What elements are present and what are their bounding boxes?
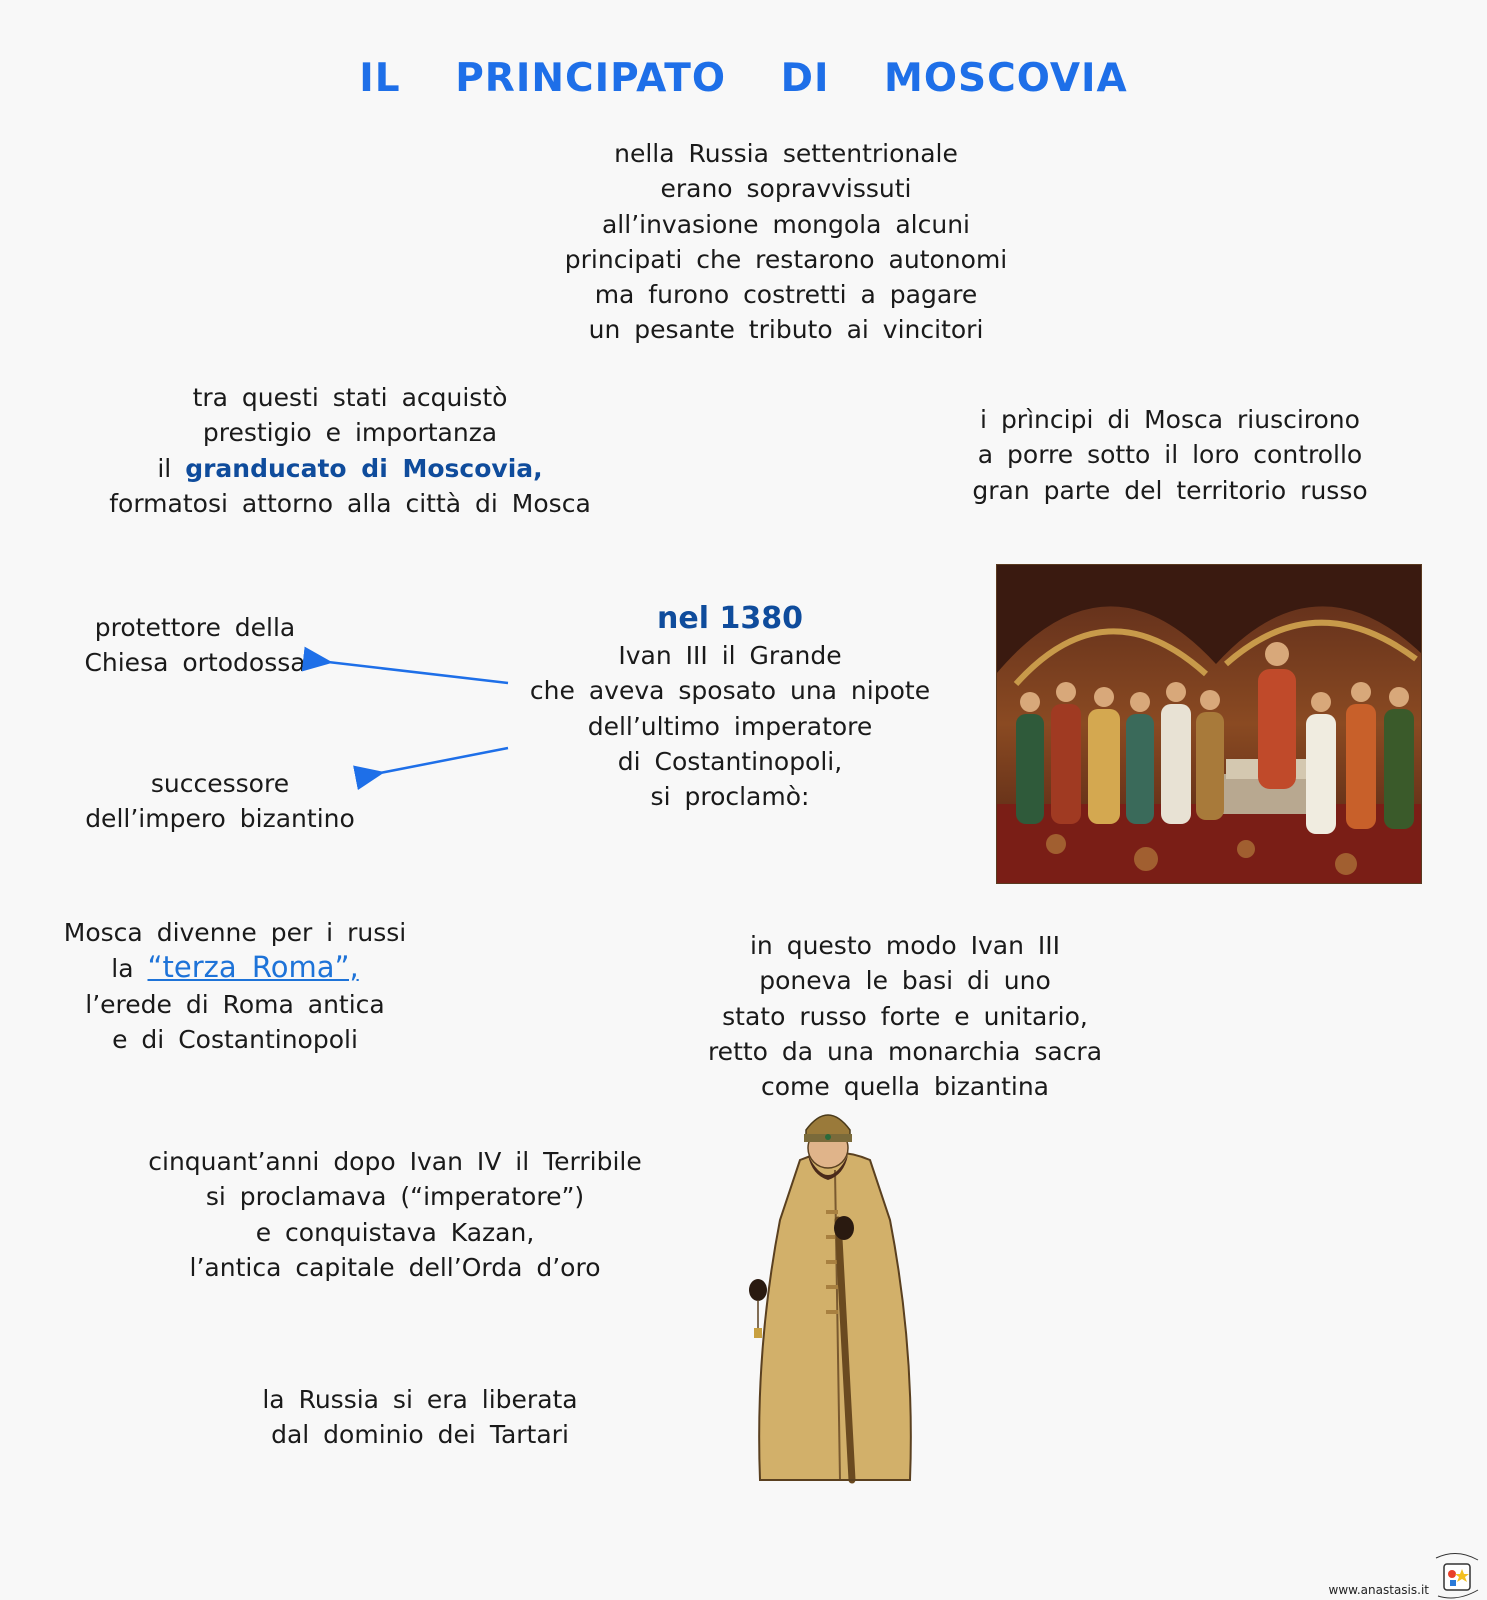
text-line: prestigio e importanza	[202, 418, 498, 448]
intro-paragraph	[520, 136, 1052, 348]
arrow-to-protettore	[328, 662, 508, 683]
footer-url[interactable]: www.anastasis.it	[1328, 1583, 1429, 1597]
stato-russo-paragraph	[680, 928, 1130, 1104]
text-fragment: la	[111, 954, 134, 984]
text-line: come quella bizantina	[761, 1072, 1049, 1102]
text-line: nella Russia settentrionale	[614, 139, 958, 168]
text-line: si proclamava (“imperatore”)	[205, 1182, 585, 1212]
text-line: l’antica capitale dell’Orda d’oro	[189, 1252, 601, 1282]
tsar-figure-illustration	[740, 1100, 940, 1495]
text-line: e di Costantinopoli	[112, 1024, 358, 1054]
year-heading: nel 1380	[657, 601, 803, 636]
text-line: Chiesa ortodossa	[84, 648, 306, 678]
terza-roma-link[interactable]: “terza Roma”,	[147, 950, 359, 985]
text-line: formatosi attorno alla città di Mosca	[109, 488, 591, 518]
ivan3-paragraph	[500, 600, 960, 814]
protettore-paragraph	[60, 610, 330, 681]
text-line: in questo modo Ivan III	[749, 931, 1061, 960]
text-fragment: il	[157, 453, 172, 483]
text-line: si proclamò:	[650, 782, 810, 812]
text-line: retto da una monarchia sacra	[707, 1036, 1103, 1066]
tsar-painting	[996, 564, 1422, 884]
text-line: che aveva sposato una nipote	[529, 676, 931, 706]
text-line: Mosca divenne per i russi	[63, 918, 407, 947]
text-line: Ivan III il Grande	[618, 641, 842, 670]
terza-roma-paragraph	[40, 915, 430, 1057]
text-line: stato russo forte e unitario,	[722, 1001, 1088, 1031]
principi-paragraph	[935, 402, 1405, 508]
text-line: protettore della	[94, 613, 296, 642]
text-line: i prìncipi di Mosca riuscirono	[980, 405, 1360, 434]
text-line: cinquant’anni dopo Ivan IV il Terribile	[148, 1147, 642, 1176]
supermappe-logo-icon	[1432, 1550, 1482, 1600]
text-line: gran parte del territorio russo	[972, 475, 1368, 505]
text-line: l’erede di Roma antica	[85, 989, 385, 1019]
text-line: ma furono costretti a pagare	[594, 280, 978, 310]
text-line: la Russia si era liberata	[262, 1385, 578, 1414]
connector-arrows	[300, 640, 530, 790]
text-line: a porre sotto il loro controllo	[977, 440, 1363, 470]
text-line: principati che restarono autonomi	[564, 244, 1008, 274]
text-line	[60, 451, 640, 486]
page-title: IL PRINCIPATO DI MOSCOVIA	[359, 56, 1128, 101]
text-line: tra questi stati acquistò	[192, 383, 508, 412]
text-line: erano sopravvissuti	[660, 174, 912, 204]
ivan4-paragraph	[110, 1144, 680, 1285]
granducato-paragraph	[60, 380, 640, 521]
text-line: successore	[150, 769, 290, 798]
text-line: un pesante tributo ai vincitori	[588, 315, 984, 345]
tartari-paragraph	[210, 1382, 630, 1453]
text-line	[40, 950, 430, 986]
text-line: dal dominio dei Tartari	[271, 1420, 569, 1450]
text-line: poneva le basi di uno	[759, 966, 1051, 996]
arrow-to-successore	[380, 748, 508, 773]
text-line: di Costantinopoli,	[617, 746, 843, 776]
text-line: e conquistava Kazan,	[255, 1217, 535, 1247]
text-line: dell’impero bizantino	[85, 804, 355, 834]
text-line: dell’ultimo imperatore	[587, 711, 873, 741]
text-line: all’invasione mongola alcuni	[601, 209, 971, 239]
granducato-highlight: granducato di Moscovia,	[185, 453, 543, 483]
